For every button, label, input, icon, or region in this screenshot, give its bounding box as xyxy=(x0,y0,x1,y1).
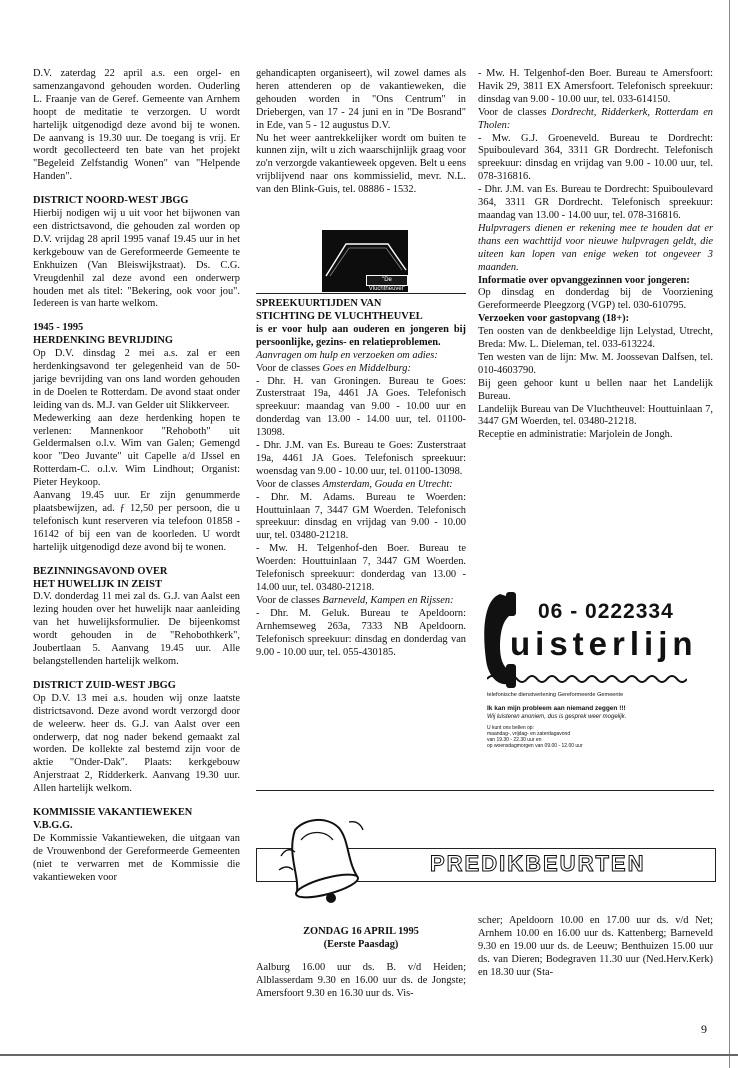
heading-gastopvang: Verzoeken voor gastopvang (18+): xyxy=(478,313,630,325)
preek-subheading: (Eerste Paasdag) xyxy=(323,938,399,950)
contact-entry: - Dhr. J.M. van Es. Bureau te Goes: Zusterstraat 19a, 4461 JA Goes. Telefonisch spreekuur: woensdag van 9.00 - 10.00 uur, tel. 01100-13098. xyxy=(256,440,466,477)
bell-icon xyxy=(265,800,375,910)
contact-entry: - Mw. H. Telgenhof-den Boer. Bureau te Woerden: Houttuinlaan 7, 3447 GM Woerden. Telefonisch spreekuur: donderdag van 13.00 - 14.00 uur, tel. 03480-21218. xyxy=(256,543,466,593)
paragraph: Op D.V. 13 mei a.s. houden wij onze laatste districtsavond. Deze avond wordt verzorgd door de weleerw. heer ds. G.J. van Aalst over een onderwerp, dat nog nader bekend gemaakt zal worden. De kollekte zal bestemd zijn voor de aktie "Onder-Dak". Plaats: kerkgebouw Anjerstraat 2, Ridderkerk. Aanvang 19.30 uur. Allen hartelijk welkom. xyxy=(33,692,240,795)
paragraph: Hierbij nodigen wij u uit voor het bijwonen van een districtsavond, die gehouden zal worden op D.V. vrijdag 28 april 1995 vanaf 19.45 uur in het kerkgebouw van de Gereformeerde Gemeente te Enkhuizen (Van Bleiswijkstraat). Ds. C.G. Vreugdenhil zal deze avond een onderwerp houden met als titel: "Bekering, ook voor jou". Iedereen is van harte welkom. xyxy=(33,208,240,310)
predikbeurten-title: PREDIKBEURTEN xyxy=(430,851,646,876)
heading-spreekuurtijden: SPREEKUURTIJDEN VAN xyxy=(256,298,382,310)
paragraph: D.V. donderdag 11 mei zal ds. G.J. van Aalst een lezing houden over het huwelijk naar aanleiding van het huwelijksformulier. De bijeenkomst wordt gehouden in de "Rehobothkerk", Joubertlaan 5. Aanvang 19.45 uur. Alle belangstellenden hartelijk welkom. xyxy=(33,591,240,667)
heading-1945-1995: 1945 - 1995 xyxy=(33,322,84,334)
contact-entry: - Mw. G.J. Groeneveld. Bureau te Dordrecht: Spuiboulevard 364, 3311 GR Dordrecht. Telefonisch spreekuur: dinsdag en vrijdag van 9.00 - 10.00 uur, tel. 078-316816. xyxy=(478,132,713,183)
paragraph: Landelijk Bureau van De Vluchtheuvel: Houttuinlaan 7, 3447 GM Woerden, tel. 03480-21218. xyxy=(478,403,713,428)
page-number: 9 xyxy=(701,1022,707,1036)
heading-bezinningsavond: BEZINNINGSAVOND OVER xyxy=(33,565,168,577)
classes-line: Voor de classes Barneveld, Kampen en Rijssen: xyxy=(256,594,454,606)
paragraph: Ten oosten van de denkbeeldige lijn Lelystad, Utrecht, Breda: Mw. L. Dieleman, tel. 033-613224. xyxy=(478,326,713,351)
intro-paragraph: D.V. zaterdag 22 april a.s. een orgel- en samenzangavond gehouden worden. Ouderling L. Fraanje van de Geref. Gemeente van Arnhem hoopt de meditatie te verzorgen. U wordt hartelijk uitgenodigd deze avond bij te wonen. De aanvang is 19.30 uur. De toegang is vrij. Er wordt gecollecteerd ten bate van het projekt "Begeleid Zelfstandig Wonen" van "Helpende Handen". xyxy=(33,68,240,183)
page-frame-right xyxy=(729,0,730,1068)
luisterlijn-phone: 06 - 0222334 xyxy=(538,600,674,623)
italic-note: Hulpvragers dienen er rekening mee te houden dat er thans een wachttijd voor nieuwe hulpvragen geldt, die uiteen kan lopen van enige weken tot ongeveer 3 maanden. xyxy=(478,222,713,273)
preek-body: Aalburg 16.00 uur ds. B. v/d Heiden; Alblasserdam 9.30 en 16.00 uur ds. de Jongste; Amersfoort 9.30 en 16.30 uur ds. Vis- xyxy=(256,962,466,1000)
heading-district-zuid-west: DISTRICT ZUID-WEST JBGG xyxy=(33,679,176,691)
heading-kommissie-vakantieweken: KOMMISSIE VAKANTIEWEKEN xyxy=(33,807,193,819)
luisterlijn-italic: Wij luisteren anoniem, dus is gesprek weer mogelijk. xyxy=(487,714,627,720)
paragraph: Op D.V. dinsdag 2 mei a.s. zal er een herdenkingsavond ter gelegenheid van de 50-jarige bevrijding van ons land worden gehouden in de Doelen te Rotterdam. De avond staat onder leiding van ds. M.J. van Gelder uit Slikkerveer. xyxy=(33,348,240,411)
heading-vbgg: V.B.G.G. xyxy=(33,819,73,831)
preek-date-heading: ZONDAG 16 APRIL 1995 xyxy=(303,926,419,937)
contact-entry: - Dhr. M. Adams. Bureau te Woerden: Houttuinlaan 7, 3447 GM Woerden. Telefonisch spreekuur: dinsdag en vrijdag van 9.00 - 10.00 uur, tel. 03480-21218. xyxy=(256,491,466,542)
paragraph: gehandicapten organiseert), wil zowel dames als heren attenderen op de vakantieweken, die gehouden worden in "Ons Centrum" in Driebergen, van 17 - 24 juni en in "De Bosrand" in Ede, van 5 - 12 augustus D.V. xyxy=(256,68,466,131)
column-2 xyxy=(256,68,466,659)
page-frame-bottom xyxy=(0,1054,738,1056)
section-divider xyxy=(256,790,714,791)
heading-district-noord-west: DISTRICT NOORD-WEST JBGG xyxy=(33,195,189,207)
heading-opvanggezinnen: Informatie over opvanggezinnen voor jongeren: xyxy=(478,274,690,286)
paragraph: Receptie en administratie: Marjolein de Jongh. xyxy=(478,429,673,441)
contact-entry: - Mw. H. Telgenhof-den Boer. Bureau te Amersfoort: Havik 29, 3811 EX Amersfoort. Telefonisch spreekuur: dinsdag van 9.00 - 10.00 uur, tel. 033-614150. xyxy=(478,68,713,105)
luisterlijn-hours: U kunt ons bellen op: maandag-, vrijdag- en zaterdagavond van 19.30 - 22.30 uur en op woensdagmorgen van 09.00 - 12.00 uur xyxy=(487,725,583,749)
paragraph: Ten westen van de lijn: Mw. M. Joossevan Dalfsen, tel. 010-4603790. xyxy=(478,351,713,376)
column-1 xyxy=(33,68,240,884)
paragraph: De Kommissie Vakantieweken, die uitgaan van de Vrouwenbond der Gereformeerde Gemeenten (niet te verwarren met de Kommissie die vakantieweken voor xyxy=(33,832,240,883)
predikbeurten-col-2 xyxy=(478,915,713,980)
vluchtheuvel-logo xyxy=(322,230,408,292)
paragraph: Bij geen gehoor kunt u bellen naar het Landelijk Bureau. xyxy=(478,377,713,402)
heading-huwelijk-zeist: HET HUWELIJK IN ZEIST xyxy=(33,578,162,590)
paragraph: Nu het weer aantrekkelijker wordt om buiten te kunnen zijn, wilt u zich waarschijnlijk graag voor zo'n verzorgde vakantieweek opgeven. Belt u eens vrijblijvend naar ons kommissielid, mevr. N.L. van den Blink-Guis, tel. 08886 - 1532. xyxy=(256,132,466,196)
heading-stichting: STICHTING DE VLUCHTHEUVEL xyxy=(256,310,423,322)
classes-line: Voor de classes Amsterdam, Gouda en Utrecht: xyxy=(256,478,453,490)
logo-label: "De Vluchtheuvel" xyxy=(366,275,408,286)
contact-entry: - Dhr. J.M. van Es. Bureau te Dordrecht: Spuiboulevard 364, 3311 GR Dordrecht. Telefonisch spreekuur: maandag van 13.00 - 14.00 uur, tel. 078-316816. xyxy=(478,184,713,221)
paragraph: Aanvang 19.45 uur. Er zijn genummerde plaatsbewijzen, ad. ƒ 12,50 per persoon, die u telefonisch kunt reserveren via telefoon 01858 - 16142 of bij een van de koorleden. U wordt hartelijk uitgenodigd deze avond bij te wonen. xyxy=(33,490,240,553)
heading-herdenking: HERDENKING BEVRIJDING xyxy=(33,335,174,347)
column-3 xyxy=(478,68,713,442)
italic-line: Aanvragen om hulp en verzoeken om adies: xyxy=(256,349,438,361)
contact-entry: - Dhr. M. Geluk. Bureau te Apeldoorn: Arnhemseweg 263a, 7333 NB Apeldoorn. Telefonisch spreekuur: dinsdag en donderdag van 9.00 - 10.00 uur, tel. 055-430185. xyxy=(256,607,466,658)
predikbeurten-col-1 xyxy=(256,926,466,1011)
paragraph: Medewerking aan deze herdenking hopen te verlenen: Mannenkoor "Rehoboth" uit Geldermalsen o.l.v. Wim van Galen; Gemengd koor "Deo Juvante" uit Capelle a/d IJssel en Rotterdam-C. o.l.v. Wim Lindhout; Organist: Pieter Heykoop. xyxy=(33,412,240,489)
preek-body: scher; Apeldoorn 10.00 en 17.00 uur ds. v/d Net; Arnhem 10.00 en 16.00 uur ds. Kattenberg; Barneveld 9.30 en 19.00 uur ds. de Leeuw; Benthuizen 15.00 uur ds. van Dieren; Bodegraven 11.30 uur (Ned.Herv.Kerk) en 18.30 uur (Sta- xyxy=(478,915,713,978)
luisterlijn-bold: Ik kan mijn probleem aan niemand zeggen !!! xyxy=(487,705,626,712)
paragraph: Op dinsdag en donderdag bij de Voorziening Gereformeerde Pleegzorg (VGP) tel. 030-610795. xyxy=(478,287,713,312)
contact-entry: - Dhr. H. van Groningen. Bureau te Goes: Zusterstraat 19a, 4461 JA Goes. Telefonisch spreekuur: maandag van 9.00 - 10.00 uur en donderdag van 13.00 - 14.00 uur, tel. 01100-13098. xyxy=(256,375,466,439)
luisterlijn-subtitle: telefonische dienstverlening Gereformeerde Gemeente xyxy=(487,692,624,698)
subheading-stichting: is er voor hulp aan ouderen en jongeren bij persoonlijke, gezins- en relatieproblemen. xyxy=(256,323,466,348)
classes-line: Voor de classes Dordrecht, Ridderkerk, Rotterdam en Tholen: xyxy=(478,106,714,131)
classes-line: Voor de classes Goes en Middelburg: xyxy=(256,362,411,374)
luisterlijn-name: uisterlijn xyxy=(510,625,698,662)
wave-decoration-icon xyxy=(487,672,687,686)
